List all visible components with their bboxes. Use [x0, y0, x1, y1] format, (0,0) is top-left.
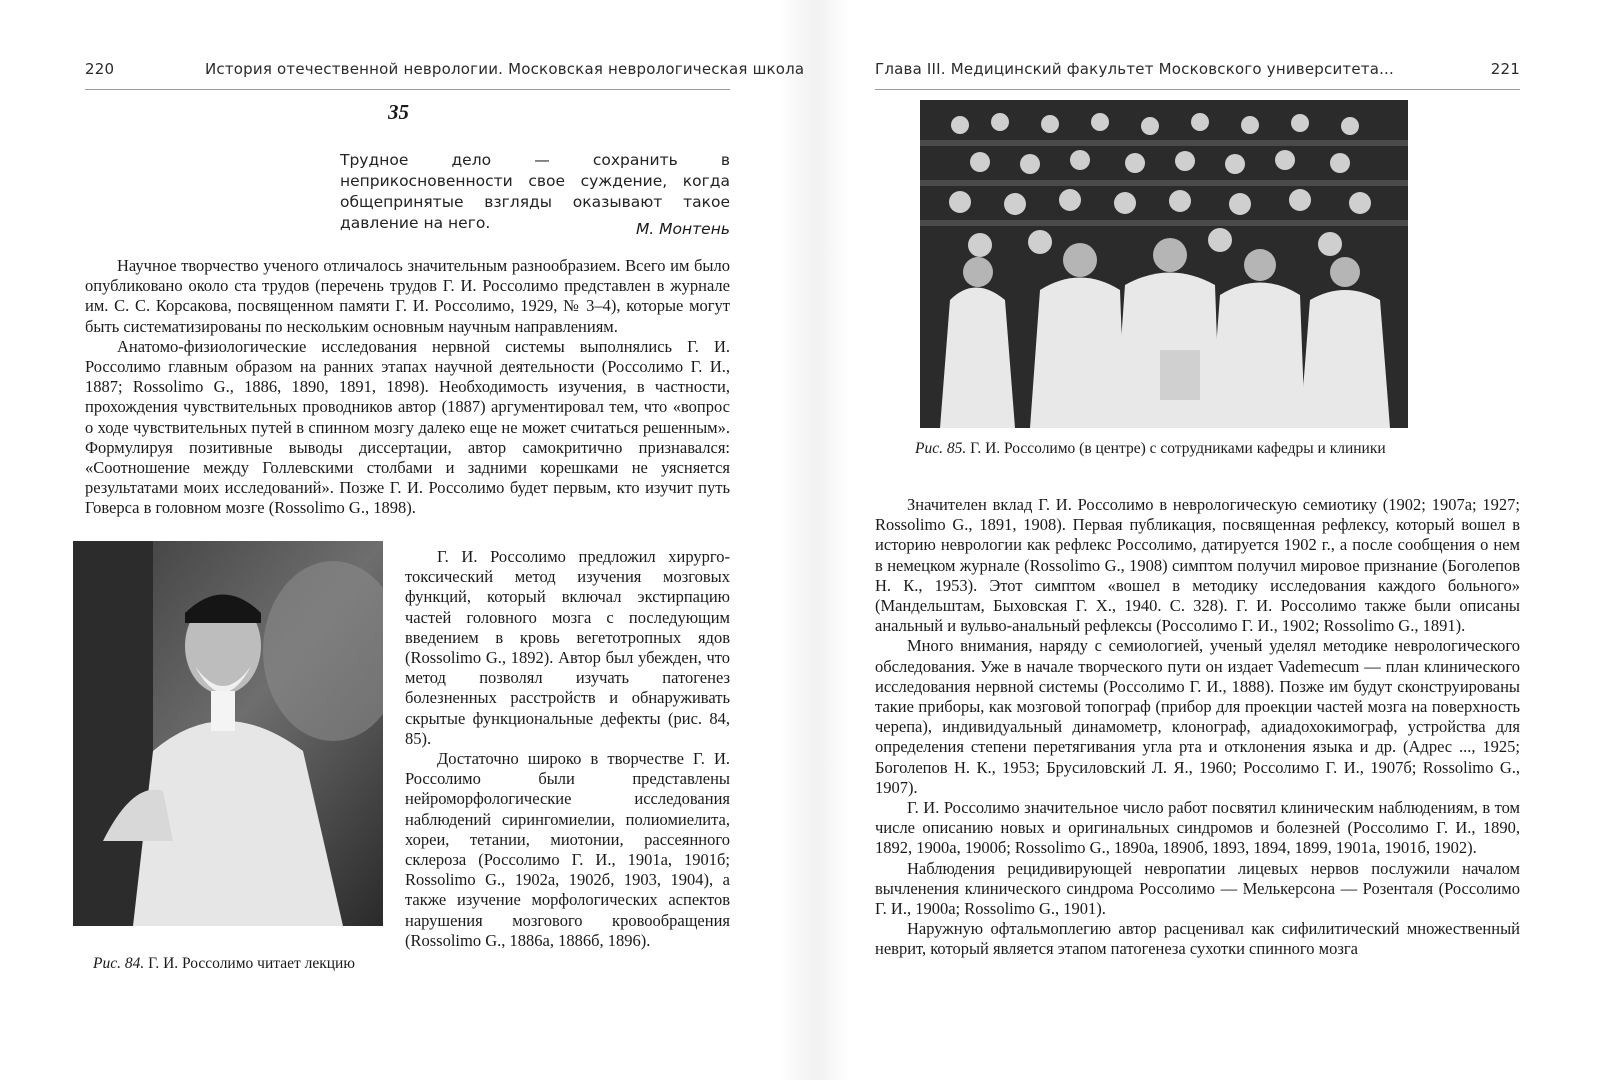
page-number: 220	[85, 60, 115, 78]
paragraph: Анатомо-физиологические исследования нервной системы выполнялись Г. И. Россолимо главным образом на ранних этапах научной деятельности (Россолимо Г. И., 1887; Rossolimo G., 1886, 1890, 1891, 1898). Необходимость изучения, в частности, прохождения чувствительных проводников автор (1887) аргументировал тем, что «вопрос о ходе чувствительных путей в спинном мозгу далеко еще не может считаться решенным». Формулируя позитивные выводы диссертации, автор самокритично признавался: «Соотношение между Голлевскими столбами и задними корешками не уясняется результатами моих исследований». Позже Г. И. Россолимо будет первым, кто изучит путь Говерса в головном мозге (Rossolimo G., 1898).	[85, 336, 730, 518]
figure-label: Рис. 85.	[915, 440, 967, 457]
paragraph: Наблюдения рецидивирующей невропатии лицевых нервов послужили началом вычленения клинического синдрома Россолимо — Мелькерсона — Розенталя (Россолимо Г. И., 1900а; Rossolimo G., 1901).	[875, 858, 1520, 919]
epigraph-text: Трудное дело — сохранить в неприкосновенности свое суждение, когда общепринятые взгляды оказывают такое давление на него.	[340, 151, 730, 232]
caption-text: Г. И. Россолимо (в центре) с сотрудниками кафедры и клиники	[970, 440, 1386, 457]
running-title: Глава III. Медицинский факультет Московского университета...	[875, 60, 1394, 78]
running-head-right	[875, 60, 1520, 86]
figure-85-photo	[920, 100, 1408, 428]
epigraph-author: М. Монтень	[635, 220, 730, 238]
right-page	[830, 0, 1614, 1080]
caption-text: Г. И. Россолимо читает лекцию	[148, 955, 355, 972]
paragraph: Г. И. Россолимо предложил хирурго-токсический метод изучения мозговых функций, который включал экстирпацию частей головного мозга с последующим введением в кровь вегетотропных ядов (Rossolimo G., 1892). Автор был убежден, что метод позволял изучать патогенез болезненных расстройств и обнаруживать скрытые функциональные дефекты (рис. 84, 85).	[405, 547, 730, 748]
running-title: История отечественной неврологии. Московская неврологическая школа	[205, 60, 805, 78]
header-rule	[85, 89, 730, 90]
side-text	[405, 547, 730, 951]
left-page	[0, 0, 805, 1080]
running-head-left	[85, 60, 805, 86]
main-text	[85, 256, 730, 519]
paragraph: Много внимания, наряду с семиологией, ученый уделял методике неврологического обследования. Уже в начале творческого пути он издает Vademecum — план клинического исследования нервной системы (Россолимо Г. И., 1888). Позже им будут сконструированы такие приборы, как мозговой топограф (прибор для проекции частей мозга на поверхность черепа), индивидуальный динамометр, клонограф, адиадохокимограф, устройства для определения степени перетягивания угла рта и отклонения языка и др. (Адрес ..., 1925; Боголепов Н. К., 1953; Брусиловский Л. Я., 1960; Россолимо Г. И., 1907б; Rossolimo G., 1907).	[875, 636, 1520, 797]
figure-84-photo	[73, 541, 383, 926]
figure-label: Рис. 84.	[93, 955, 145, 972]
figure-84-caption	[93, 955, 355, 973]
paragraph: Достаточно широко в творчестве Г. И. Россолимо были представлены нейроморфологические исследования наблюдений сирингомиелии, полиомиелита, хореи, тетании, миотонии, рассеянного склероза (Россолимо Г. И., 1901а, 1901б; Rossolimo G., 1902а, 1902б, 1903, 1904), а также изучение морфологических аспектов нарушения мозгового кровообращения (Rossolimo G., 1886а, 1886б, 1896).	[405, 749, 730, 950]
header-rule	[875, 89, 1520, 90]
main-text	[875, 495, 1520, 960]
page-number: 221	[1490, 60, 1520, 78]
figure-85-caption	[915, 440, 1386, 458]
paragraph: Наружную офтальмоплегию автор расценивал как сифилитический множественный неврит, который является этапом патогенеза сухотки спинного мозга	[875, 919, 1520, 959]
paragraph: Г. И. Россолимо значительное число работ посвятил клиническим наблюдениям, в том числе описанию новых и оригинальных синдромов и болезней (Россолимо Г. И., 1890, 1892, 1900а, 1900б; Rossolimo G., 1890а, 1890б, 1893, 1894, 1899, 1901а, 1901б, 1902).	[875, 798, 1520, 858]
section-number: 35	[388, 100, 409, 124]
paragraph: Значителен вклад Г. И. Россолимо в неврологическую семиотику (1902; 1907а; 1927; Rossolimo G., 1891, 1908). Первая публикация, посвященная рефлексу, который вошел в историю неврологии как рефлекс Россолимо, датируется 1902 г., а после сообщения о нем в немецком журнале (Rossolimo G., 1908) симптом получил мировое признание (Боголепов Н. К., 1953). Этот симптом «вошел в методику исследования каждого больного» (Мандельштам, Быховская Г. Х., 1940. С. 328). Г. И. Россолимо также были описаны анальный и вульво-анальный рефлексы (Россолимо Г. И., 1902; Rossolimo G., 1891).	[875, 495, 1520, 636]
paragraph: Научное творчество ученого отличалось значительным разнообразием. Всего им было опубликовано около ста трудов (перечень трудов Г. И. Россолимо представлен в журнале им. С. С. Корсакова, посвященном памяти Г. И. Россолимо, 1929, № 3–4), которые могут быть систематизированы по нескольким основным научным направлениям.	[85, 256, 730, 336]
